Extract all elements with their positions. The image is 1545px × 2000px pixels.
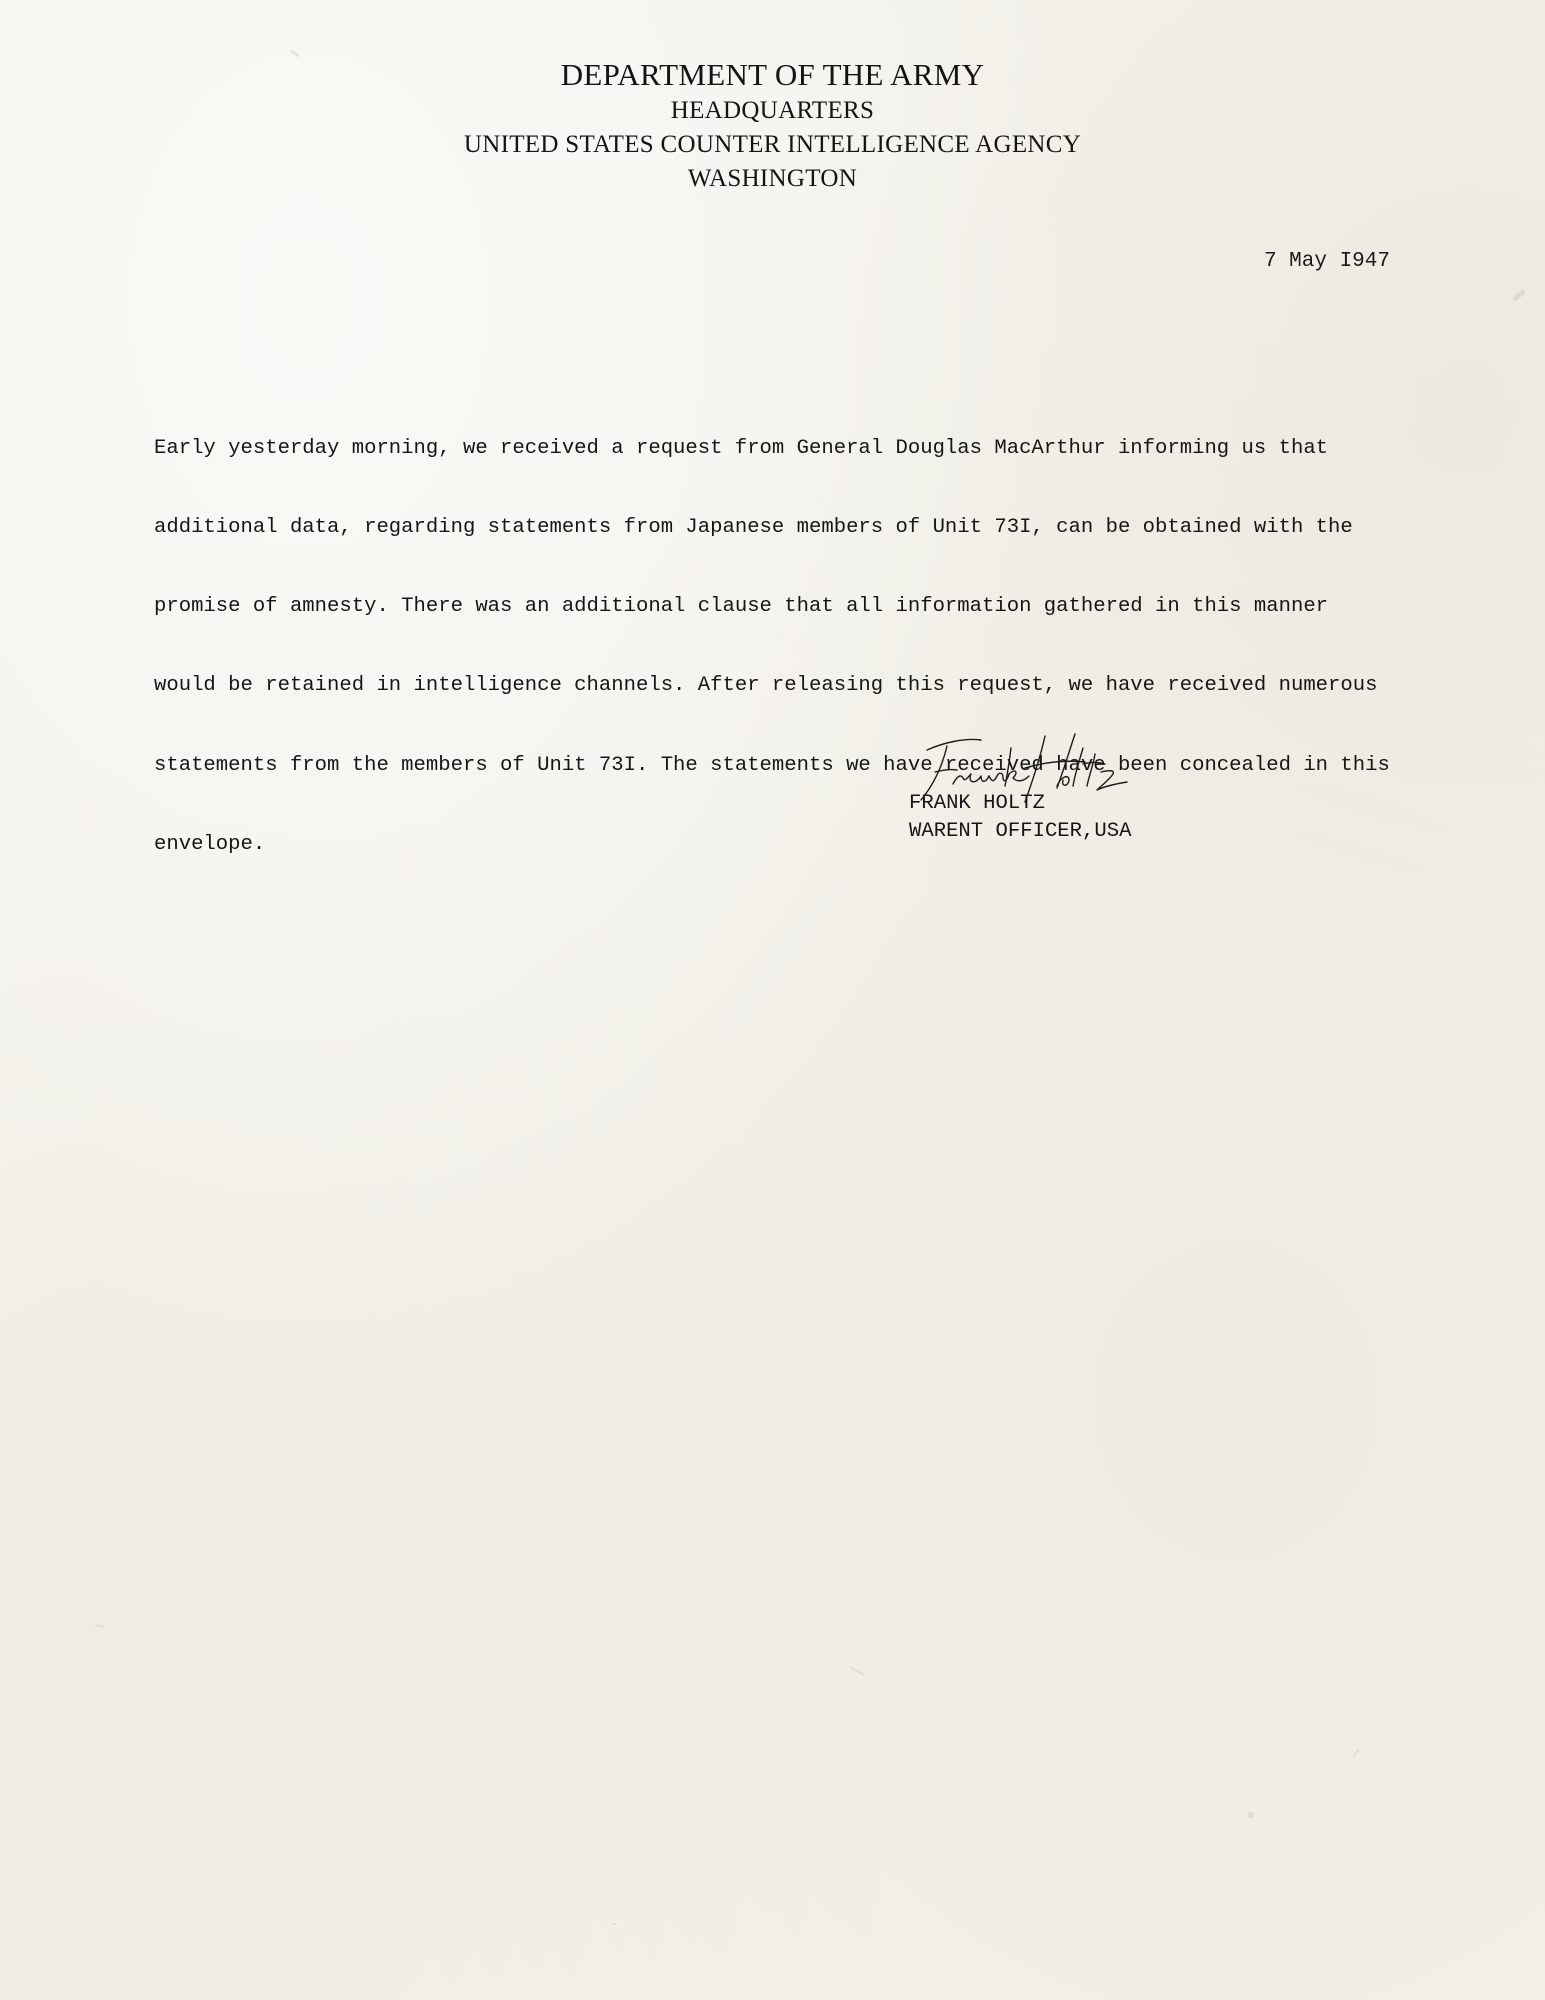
body-paragraph — [154, 383, 1404, 911]
paper-fiber — [1353, 1749, 1359, 1757]
letterhead-department: DEPARTMENT OF THE ARMY — [560, 57, 985, 92]
paper-fiber — [1512, 289, 1526, 302]
signer-name: FRANK HOLTZ — [909, 792, 1045, 815]
body-line: would be retained in intelligence channels. After releasing this request, we have received numerous — [154, 674, 1378, 698]
paper-fiber — [849, 1666, 866, 1677]
paper-fiber — [95, 1624, 104, 1628]
body-line: envelope. — [154, 832, 266, 856]
letterhead-city: WASHINGTON — [687, 165, 858, 192]
letterhead-agency: UNITED STATES COUNTER INTELLIGENCE AGENCY — [463, 131, 1082, 158]
document-date: 7 May I947 — [1263, 250, 1390, 273]
body-line: promise of amnesty. There was an additional clause that all information gathered in this manner — [154, 595, 1329, 619]
signer-title: WARENT OFFICER,USA — [909, 820, 1132, 843]
body-line: statements from the members of Unit 73I. The statements we have received have been concealed in this — [154, 753, 1390, 777]
body-line: additional data, regarding statements from Japanese members of Unit 73I, can be obtained with the — [154, 516, 1353, 540]
paper-fiber — [612, 1923, 617, 1925]
body-line: Early yesterday morning, we received a request from General Douglas MacArthur informing us that — [154, 436, 1329, 460]
paper-fiber — [1248, 1812, 1254, 1818]
letterhead — [0, 56, 1545, 196]
signature-block — [909, 790, 1131, 846]
letterhead-headquarters: HEADQUARTERS — [670, 97, 875, 124]
